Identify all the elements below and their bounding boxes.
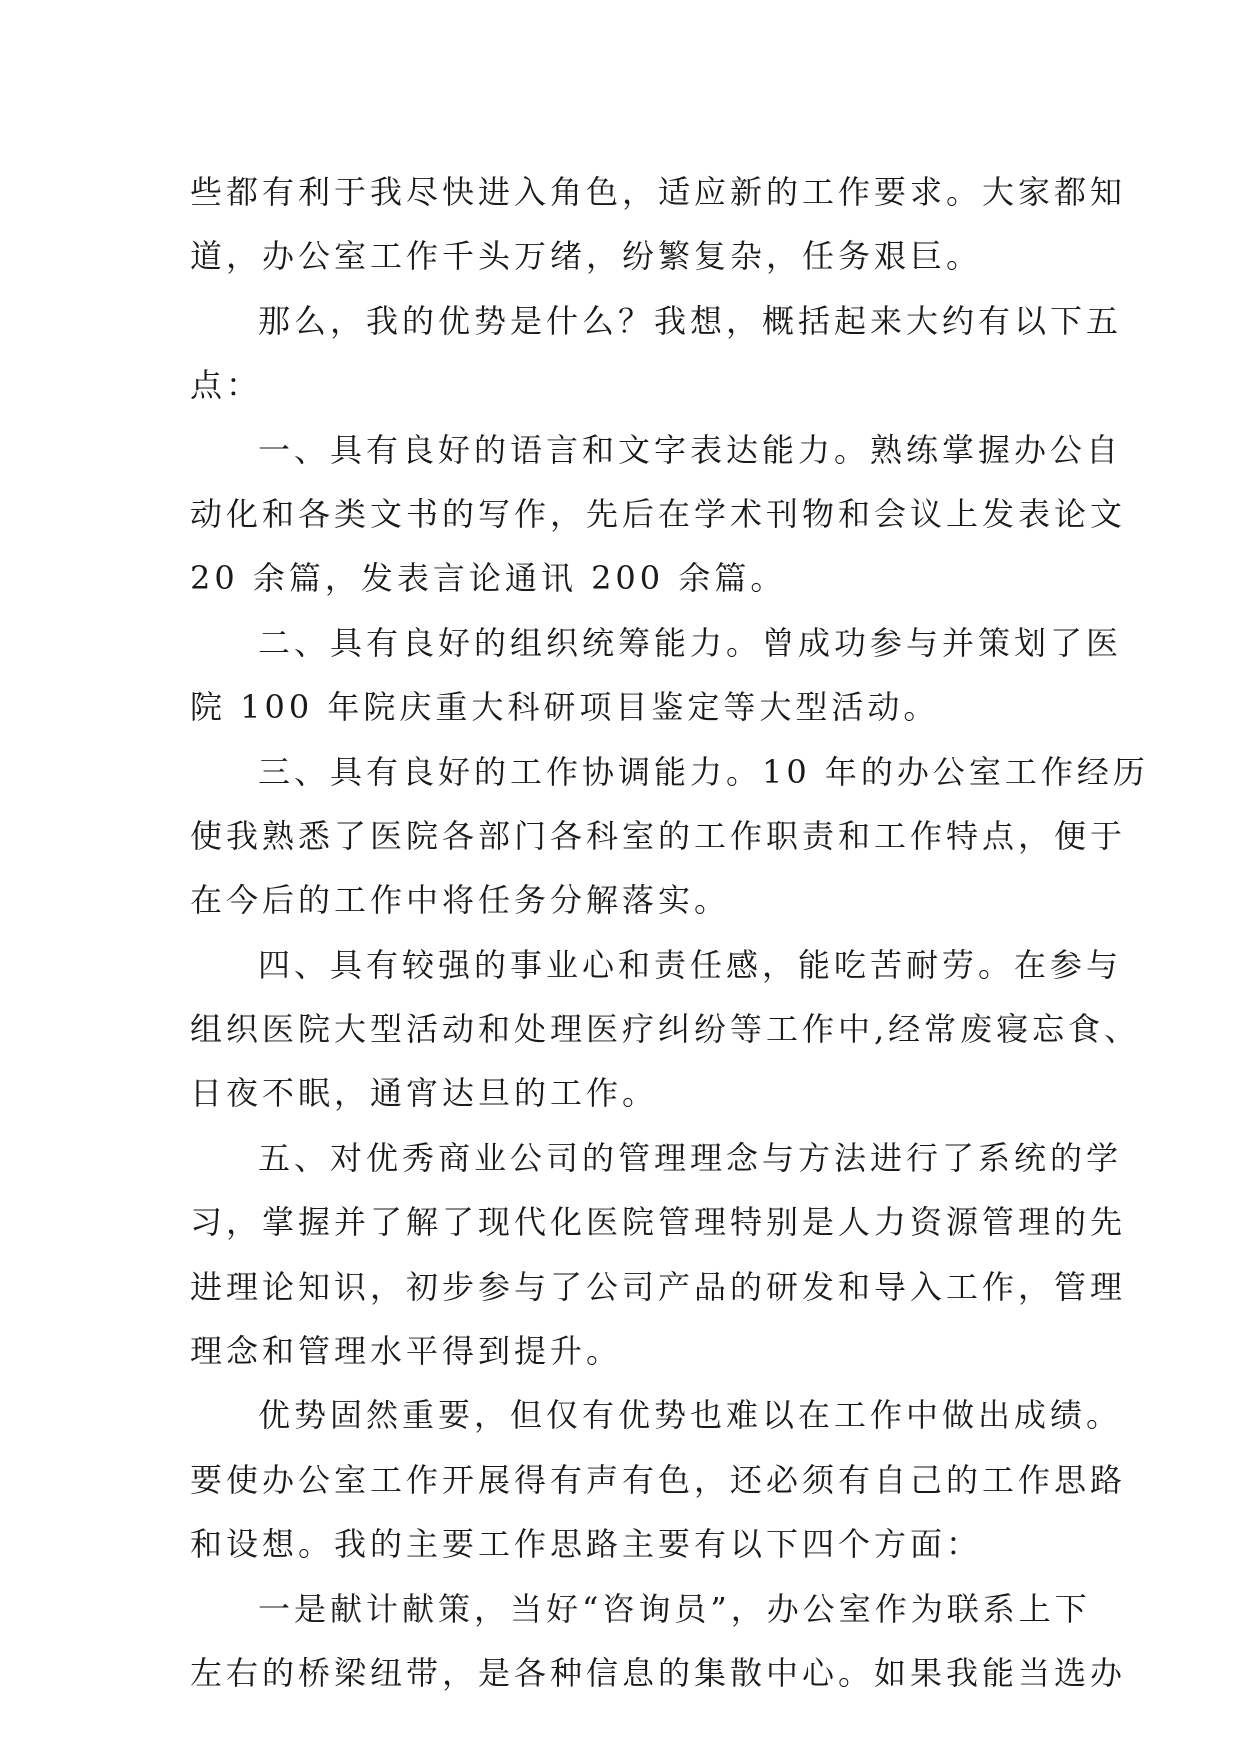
- text-line: 院 100 年院庆重大科研项目鉴定等大型活动。: [190, 688, 940, 727]
- text-line: 在今后的工作中将任务分解落实。: [190, 881, 731, 920]
- paragraph-first-line: 一是献计献策，当好“咨询员”，办公室作为联系上下: [258, 1589, 1091, 1628]
- paragraph-first-line: 五、对优秀商业公司的管理理念与方法进行了系统的学: [258, 1138, 1123, 1177]
- text-line: 进理论知识，初步参与了公司产品的研发和导入工作，管理: [190, 1267, 1127, 1306]
- text-line: 道，办公室工作千头万绪，纷繁复杂，任务艰巨。: [190, 237, 983, 276]
- paragraph-first-line: 优势固然重要，但仅有优势也难以在工作中做出成绩。: [258, 1396, 1123, 1435]
- text-line: 点：: [190, 366, 263, 405]
- text-line: 日夜不眠，通宵达旦的工作。: [190, 1074, 659, 1113]
- paragraph-first-line: 那么，我的优势是什么？我想，概括起来大约有以下五: [258, 301, 1123, 340]
- text-line: 和设想。我的主要工作思路主要有以下四个方面：: [190, 1525, 983, 1564]
- paragraph-first-line: 二、具有良好的组织统筹能力。曾成功参与并策划了医: [258, 623, 1123, 662]
- paragraph-first-line: 四、具有较强的事业心和责任感，能吃苦耐劳。在参与: [258, 945, 1123, 984]
- text-line: 习，掌握并了解了现代化医院管理特别是人力资源管理的先: [190, 1203, 1127, 1242]
- text-line: 20 余篇，发表言论通讯 200 余篇。: [190, 559, 787, 598]
- paragraph-first-line: 三、具有良好的工作协调能力。10 年的办公室工作经历: [258, 752, 1149, 791]
- text-line: 理念和管理水平得到提升。: [190, 1332, 623, 1371]
- document-body: [190, 160, 1149, 1705]
- text-line: 要使办公室工作开展得有声有色，还必须有自己的工作思路: [190, 1460, 1127, 1499]
- text-line: 组织医院大型活动和处理医疗纠纷等工作中,经常废寝忘食、: [190, 1010, 1141, 1049]
- text-line: 些都有利于我尽快进入角色，适应新的工作要求。大家都知: [190, 173, 1127, 211]
- paragraph-first-line: 一、具有良好的语言和文字表达能力。熟练掌握办公自: [258, 430, 1123, 469]
- text-line: 使我熟悉了医院各部门各科室的工作职责和工作特点，便于: [190, 816, 1127, 855]
- text-line: 左右的桥梁纽带，是各种信息的集散中心。如果我能当选办: [190, 1653, 1127, 1692]
- text-line: 动化和各类文书的写作，先后在学术刊物和会议上发表论文: [190, 494, 1127, 533]
